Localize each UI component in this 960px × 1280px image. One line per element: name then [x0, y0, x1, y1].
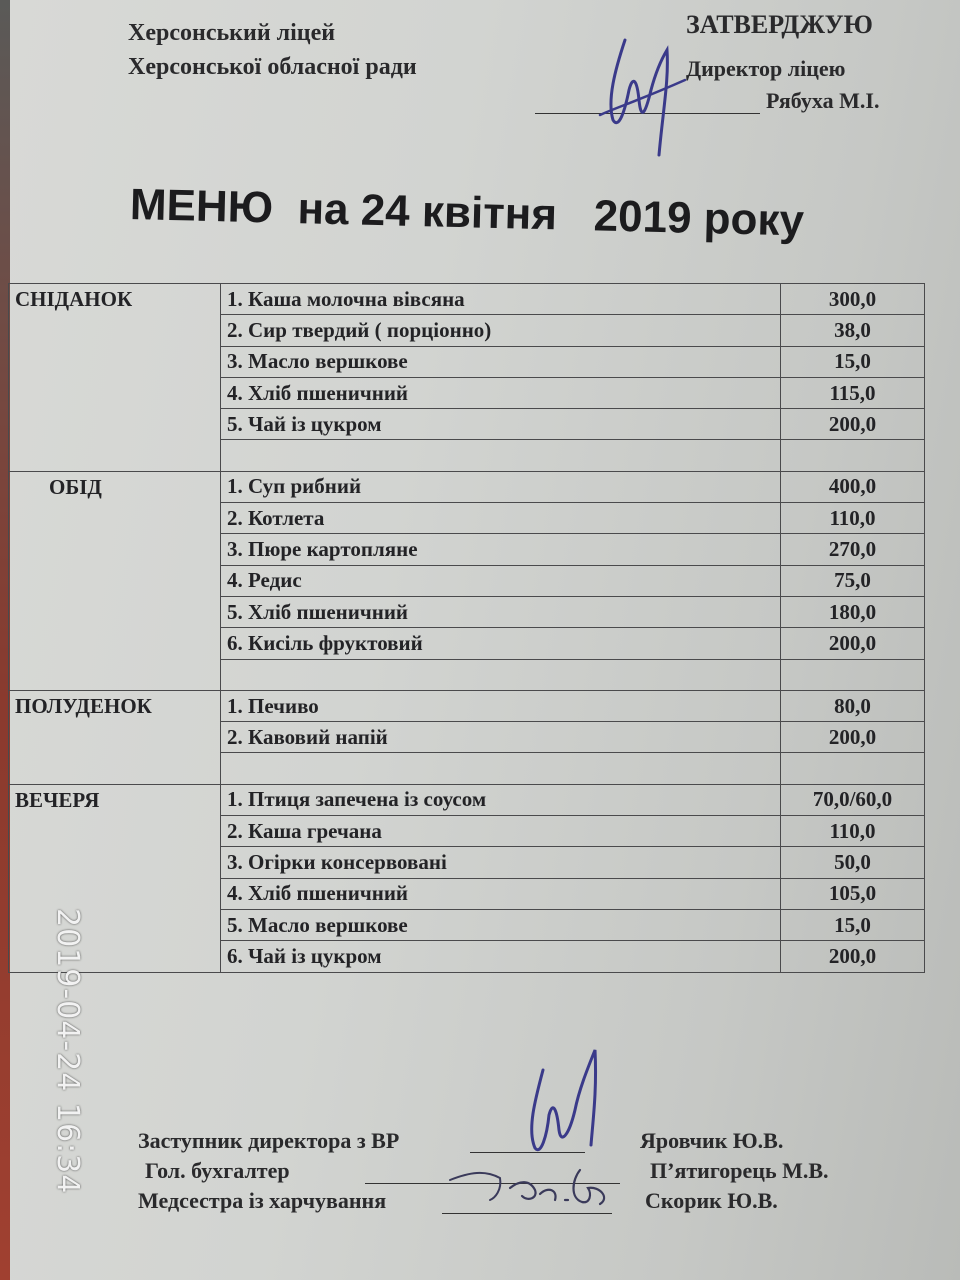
menu-row: [9, 690, 925, 721]
menu-row: [9, 722, 925, 753]
dish-name: 3. Пюре картопляне: [221, 534, 781, 565]
menu-row: [9, 878, 925, 909]
dish-name: 4. Хліб пшеничний: [221, 377, 781, 408]
dish-name: 4. Хліб пшеничний: [221, 878, 781, 909]
dish-amount: 200,0: [781, 628, 925, 659]
menu-row: [9, 534, 925, 565]
photo-timestamp: 2019-04-24 16:34: [50, 908, 85, 1195]
meal-category-cell: [9, 409, 221, 440]
dish-amount: 110,0: [781, 503, 925, 534]
dish-name: 2. Котлета: [221, 503, 781, 534]
meal-category-cell: [9, 284, 221, 315]
meal-category-cell: [9, 816, 221, 847]
dish-amount: 70,0/60,0: [781, 784, 925, 815]
nurse-name: Скорик Ю.В.: [645, 1188, 778, 1213]
accountant-role: Гол. бухгалтер: [145, 1158, 290, 1183]
empty-cell: [221, 753, 781, 784]
dish-amount: 200,0: [781, 409, 925, 440]
spacer-row: [9, 440, 925, 471]
meal-category: СНІДАНОК: [15, 286, 133, 311]
director-signature: [585, 20, 715, 160]
dish-amount: 115,0: [781, 377, 925, 408]
empty-cell: [9, 440, 221, 471]
nurse-role: Медсестра із харчування: [138, 1188, 387, 1213]
menu-row: [9, 377, 925, 408]
menu-row: [9, 628, 925, 659]
deputy-role: Заступник директора з ВР: [138, 1128, 400, 1153]
dish-name: 5. Хліб пшеничний: [221, 596, 781, 627]
school-name: [128, 16, 417, 84]
dish-name: 6. Чай із цукром: [221, 941, 781, 972]
deputy-name: Яровчик Ю.В.: [640, 1128, 784, 1153]
menu-row: [9, 847, 925, 878]
dish-name: 1. Каша молочна вівсяна: [221, 284, 781, 315]
dish-amount: 15,0: [781, 346, 925, 377]
meal-category-cell: [9, 941, 221, 972]
meal-category-cell: [9, 471, 221, 502]
meal-category-cell: [9, 722, 221, 753]
dish-name: 2. Сир твердий ( порціонно): [221, 315, 781, 346]
dish-amount: 50,0: [781, 847, 925, 878]
empty-cell: [781, 659, 925, 690]
menu-row: [9, 315, 925, 346]
empty-cell: [9, 753, 221, 784]
empty-cell: [781, 753, 925, 784]
dish-name: 2. Каша гречана: [221, 816, 781, 847]
meal-category-cell: [9, 878, 221, 909]
meal-category-cell: [9, 596, 221, 627]
dish-amount: 270,0: [781, 534, 925, 565]
dish-name: 6. Кисіль фруктовий: [221, 628, 781, 659]
dish-amount: 200,0: [781, 722, 925, 753]
dish-amount: 180,0: [781, 596, 925, 627]
approval-heading: ЗАТВЕРДЖУЮ: [686, 10, 873, 39]
meal-category: ВЕЧЕРЯ: [15, 787, 100, 812]
dish-name: 1. Суп рибний: [221, 471, 781, 502]
dish-amount: 200,0: [781, 941, 925, 972]
director-name: Рябуха М.І.: [766, 88, 880, 113]
meal-category-cell: [9, 690, 221, 721]
dish-name: 5. Чай із цукром: [221, 409, 781, 440]
dish-amount: 38,0: [781, 315, 925, 346]
dish-amount: 110,0: [781, 816, 925, 847]
accountant-signature: [440, 1150, 640, 1220]
meal-category-cell: [9, 503, 221, 534]
menu-row: [9, 784, 925, 815]
spacer-row: [9, 659, 925, 690]
dish-name: 1. Печиво: [221, 690, 781, 721]
accountant-name: П’ятигорець М.В.: [650, 1158, 829, 1183]
dish-amount: 300,0: [781, 284, 925, 315]
menu-row: [9, 346, 925, 377]
page-title: МЕНЮ на 24 квітня 2019 року: [129, 180, 805, 246]
meal-category-cell: [9, 784, 221, 815]
school-line-1: Херсонський ліцей: [128, 20, 336, 46]
meal-category-cell: [9, 315, 221, 346]
empty-cell: [221, 440, 781, 471]
meal-category: ОБІД: [49, 474, 102, 499]
menu-table: [8, 283, 925, 973]
menu-row: [9, 596, 925, 627]
menu-row: [9, 941, 925, 972]
menu-row: [9, 409, 925, 440]
empty-cell: [221, 659, 781, 690]
meal-category-cell: [9, 847, 221, 878]
dish-name: 3. Масло вершкове: [221, 346, 781, 377]
dish-name: 5. Масло вершкове: [221, 909, 781, 940]
meal-category-cell: [9, 377, 221, 408]
menu-row: [9, 284, 925, 315]
dish-name: 1. Птиця запечена із соусом: [221, 784, 781, 815]
dish-name: 2. Кавовий напій: [221, 722, 781, 753]
meal-category-cell: [9, 909, 221, 940]
empty-cell: [9, 659, 221, 690]
menu-row: [9, 909, 925, 940]
dish-amount: 80,0: [781, 690, 925, 721]
meal-category: ПОЛУДЕНОК: [15, 693, 152, 718]
dish-name: 4. Редис: [221, 565, 781, 596]
menu-row: [9, 565, 925, 596]
dish-amount: 400,0: [781, 471, 925, 502]
dish-amount: 105,0: [781, 878, 925, 909]
director-title: Директор ліцею: [686, 56, 846, 81]
menu-row: [9, 503, 925, 534]
meal-category-cell: [9, 628, 221, 659]
dish-name: 3. Огірки консервовані: [221, 847, 781, 878]
meal-category-cell: [9, 346, 221, 377]
dish-amount: 15,0: [781, 909, 925, 940]
deputy-signature: [505, 1040, 615, 1160]
meal-category-cell: [9, 534, 221, 565]
spacer-row: [9, 753, 925, 784]
dish-amount: 75,0: [781, 565, 925, 596]
empty-cell: [781, 440, 925, 471]
menu-row: [9, 471, 925, 502]
menu-row: [9, 816, 925, 847]
meal-category-cell: [9, 565, 221, 596]
school-line-2: Херсонської обласної ради: [128, 54, 417, 80]
